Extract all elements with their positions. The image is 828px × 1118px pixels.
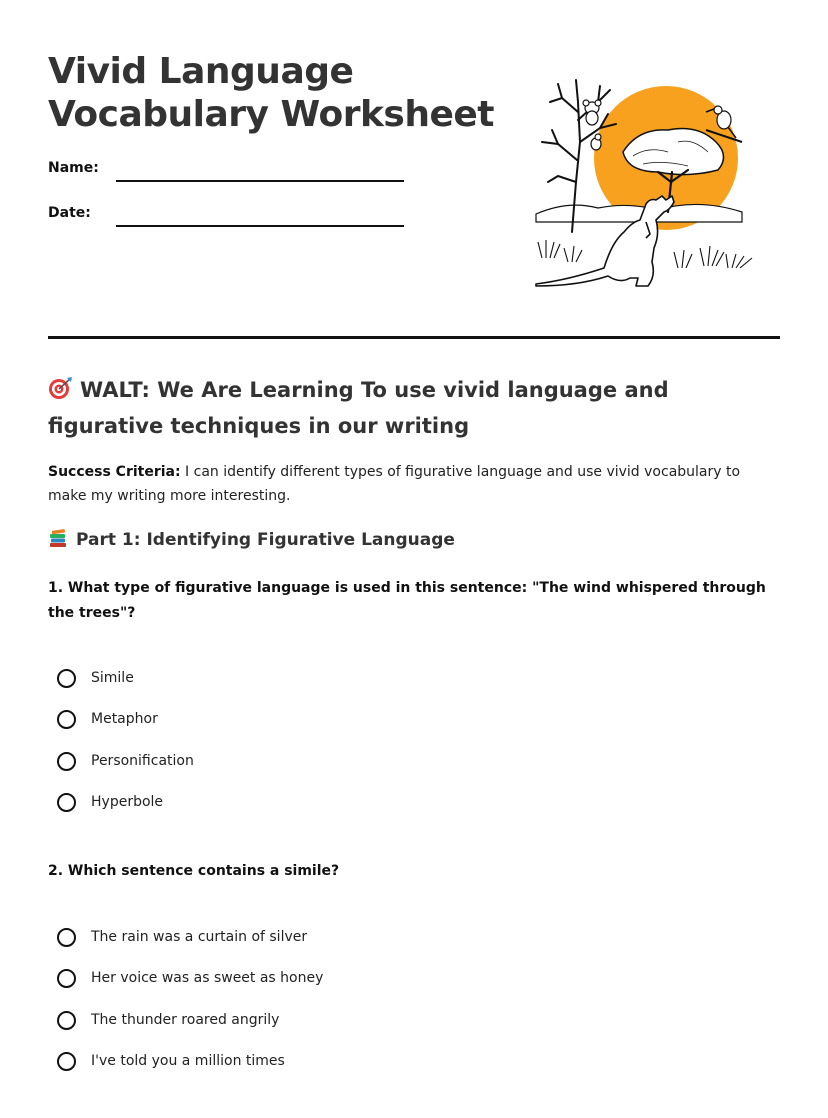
target-icon bbox=[48, 376, 74, 400]
q1-option-metaphor[interactable] bbox=[57, 706, 158, 732]
option-label: The thunder roared angrily bbox=[91, 1012, 280, 1028]
option-label: Simile bbox=[91, 670, 134, 686]
radio-button[interactable] bbox=[57, 969, 76, 988]
radio-button[interactable] bbox=[57, 1011, 76, 1030]
part-1-heading bbox=[48, 529, 455, 550]
title-line-2: Vocabulary Worksheet bbox=[48, 94, 494, 135]
option-label: Her voice was as sweet as honey bbox=[91, 970, 324, 986]
q1-option-simile[interactable] bbox=[57, 665, 134, 691]
q2-option-2[interactable] bbox=[57, 965, 323, 991]
option-label: Hyperbole bbox=[91, 794, 164, 810]
success-criteria bbox=[48, 460, 778, 508]
option-label: I've told you a million times bbox=[91, 1053, 285, 1069]
title-line-1: Vivid Language bbox=[48, 51, 354, 92]
date-field[interactable] bbox=[116, 225, 404, 227]
walt-text: WALT: We Are Learning To use vivid language and figurative techniques in our writing bbox=[48, 378, 669, 438]
q1-option-personification[interactable] bbox=[57, 748, 194, 774]
radio-button[interactable] bbox=[57, 710, 76, 729]
option-label: Metaphor bbox=[91, 711, 158, 727]
q2-option-4[interactable] bbox=[57, 1048, 285, 1074]
success-criteria-text: I can identify different types of figurative language and use vivid vocabulary to make my writing more interesting. bbox=[48, 464, 741, 504]
small-bird bbox=[591, 134, 601, 150]
radio-button[interactable] bbox=[57, 669, 76, 688]
books-icon bbox=[48, 529, 68, 549]
part-1-title: Part 1: Identifying Figurative Language bbox=[76, 530, 455, 550]
radio-button[interactable] bbox=[57, 752, 76, 771]
q1-option-hyperbole[interactable] bbox=[57, 789, 163, 815]
name-label: Name: bbox=[48, 160, 99, 176]
q2-option-3[interactable] bbox=[57, 1007, 279, 1033]
radio-button[interactable] bbox=[57, 793, 76, 812]
walt-heading bbox=[48, 372, 778, 444]
radio-button[interactable] bbox=[57, 1052, 76, 1071]
q2-option-1[interactable] bbox=[57, 924, 307, 950]
name-field[interactable] bbox=[116, 180, 404, 182]
question-1: 1. What type of figurative language is used in this sentence: "The wind whispered through the trees"? bbox=[48, 580, 766, 621]
section-divider bbox=[48, 336, 780, 339]
success-criteria-label: Success Criteria: bbox=[48, 464, 181, 480]
radio-button[interactable] bbox=[57, 928, 76, 947]
worksheet-title bbox=[48, 50, 494, 136]
question-2: 2. Which sentence contains a simile? bbox=[48, 863, 340, 879]
date-label: Date: bbox=[48, 205, 91, 221]
hills bbox=[536, 204, 742, 222]
option-label: The rain was a curtain of silver bbox=[91, 929, 308, 945]
option-label: Personification bbox=[91, 753, 194, 769]
outback-illustration bbox=[528, 72, 760, 294]
